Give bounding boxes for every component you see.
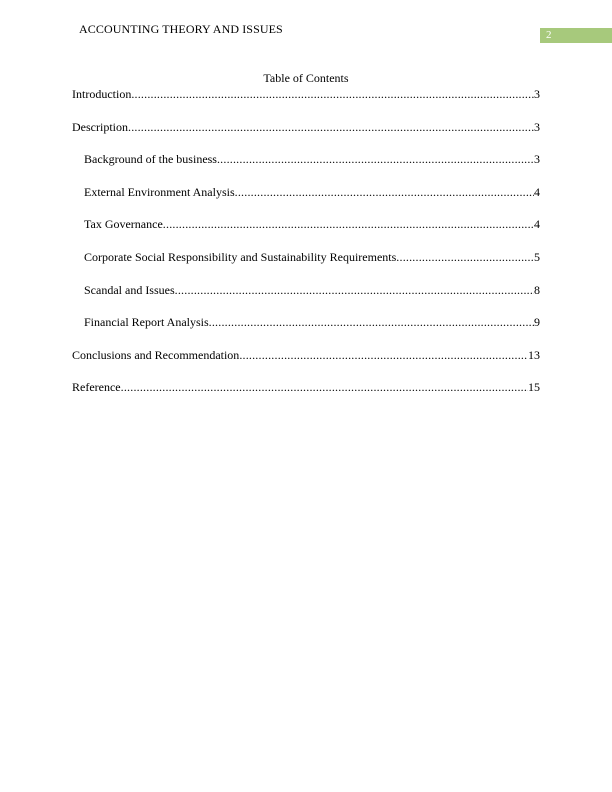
toc-entry-page: 8: [534, 282, 540, 297]
toc-entry-label: Description: [72, 119, 128, 134]
toc-entry-label: Financial Report Analysis: [84, 315, 209, 330]
page-number: 2: [546, 29, 552, 41]
toc-entry-page: 5: [534, 249, 540, 264]
toc-entry-scandal[interactable]: [72, 283, 540, 297]
toc-entry-background[interactable]: [72, 152, 540, 166]
running-header: ACCOUNTING THEORY AND ISSUES: [79, 22, 283, 36]
toc-entry-label: External Environment Analysis: [84, 184, 235, 199]
toc-entry-external-environment[interactable]: [72, 185, 540, 199]
toc-entry-page: 9: [534, 315, 540, 330]
toc-dot-leader: [209, 315, 534, 329]
toc-entry-page: 4: [534, 184, 540, 199]
page-number-badge: [540, 28, 612, 43]
toc-dot-leader: [131, 87, 534, 101]
toc-entry-label: Scandal and Issues: [84, 282, 175, 297]
toc-entry-label: Introduction: [72, 87, 132, 101]
toc-entry-description[interactable]: [72, 120, 540, 134]
toc-entry-page: 13: [528, 347, 540, 362]
toc-entry-label: Background of the business: [84, 152, 217, 167]
toc-entry-page: 3: [534, 119, 540, 134]
toc-entry-csr[interactable]: [72, 250, 540, 264]
toc-entry-introduction[interactable]: [72, 87, 540, 101]
toc-entry-page: 15: [528, 380, 540, 395]
toc-dot-leader: [239, 348, 528, 362]
toc-dot-leader: [396, 250, 534, 264]
toc-heading: Table of Contents: [263, 71, 349, 85]
toc-entry-page: 3: [534, 152, 540, 167]
toc-entry-label: Reference: [72, 380, 121, 395]
toc-entry-page: 3: [534, 87, 540, 101]
toc-entry-tax-governance[interactable]: [72, 217, 540, 231]
toc-entry-label: Tax Governance: [84, 217, 163, 232]
toc-entry-reference[interactable]: [72, 380, 540, 394]
toc-entry-page: 4: [534, 217, 540, 232]
toc-entry-financial-report[interactable]: [72, 315, 540, 329]
toc-dot-leader: [235, 185, 534, 199]
toc-dot-leader: [121, 380, 528, 394]
toc-dot-leader: [163, 217, 534, 231]
table-of-contents: [72, 87, 540, 413]
toc-dot-leader: [217, 152, 534, 166]
toc-entry-label: Conclusions and Recommendation: [72, 347, 240, 362]
toc-entry-label: Corporate Social Responsibility and Sustainability Requirements: [84, 249, 397, 264]
toc-entry-conclusions[interactable]: [72, 348, 540, 362]
toc-dot-leader: [128, 120, 534, 134]
toc-dot-leader: [175, 283, 534, 297]
